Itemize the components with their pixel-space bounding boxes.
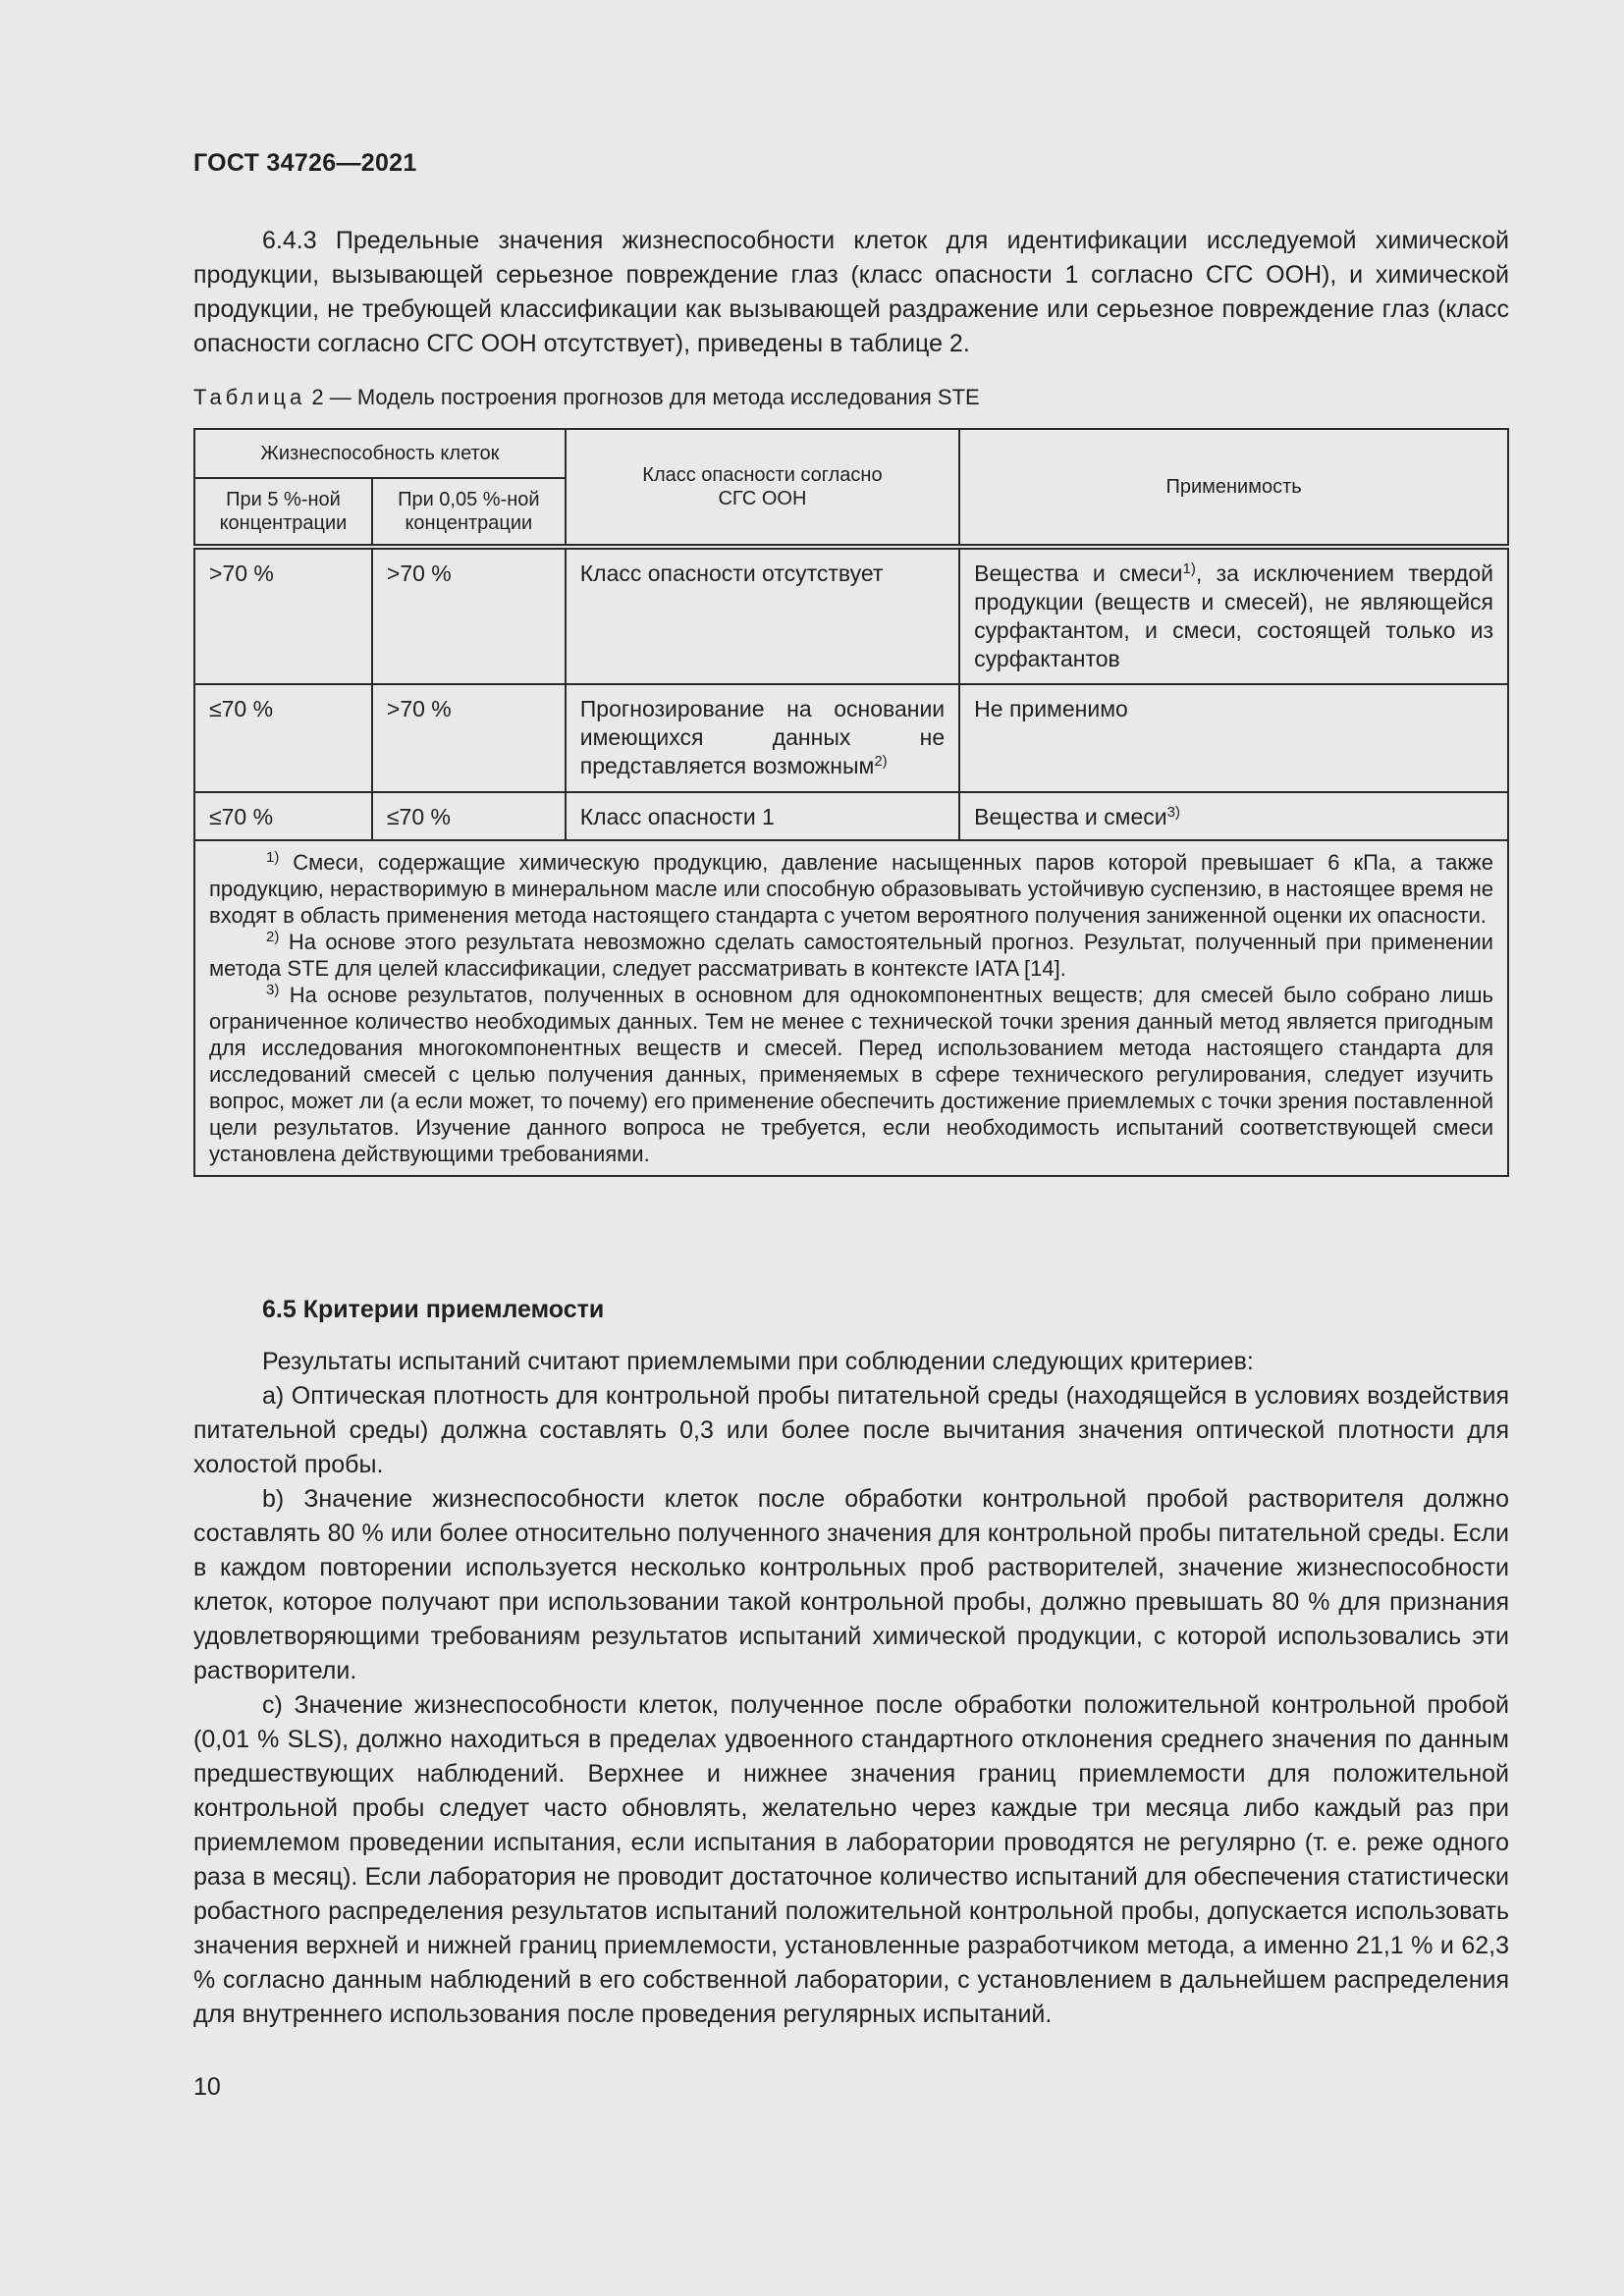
criterion-c: c) Значение жизнеспособности клеток, полученное после обработки положительной контрольной пробой (0,01 % SLS), должно находиться в пределах удвоенного стандартного отклонения среднего значения по данным предшествующих наблюдений. Верхнее и нижнее значения границ приемлемости для положительной контрольной пробы следует часто обновлять, желательно через каждые три месяца либо каждый раз при приемлемом проведении испытания, если испытания в лаборатории проводятся не регулярно (т. е. реже одного раза в месяц). Если лаборатория не проводит достаточное количество испытаний для обеспечения статистически робастного распределения результатов испытаний положительной контрольной пробы, допускается использовать значения верхней и нижней границ приемлемости, установленные разработчиком метода, а именно 21,1 % и 62,3 % согласно данным наблюдений в его собственной лаборатории, с установлением в дальнейшем распределения для внутреннего использования после проведения регулярных испытаний. [193,1691,1509,2028]
footnote-ref-2: 2) [874,753,888,770]
table-row [194,684,1508,792]
section-title-6-5: 6.5 Критерии приемлемости [262,1296,605,1323]
table-caption-text: 2 — Модель построения прогнозов для метода исследования STE [311,385,980,409]
header-cell-005-percent: При 0,05 %-ной концентрации [372,478,566,547]
document-header: ГОСТ 34726—2021 [193,149,417,177]
footnote-1: $^{1)}$ Смеси, содержащие химическую продукцию, давление насыщенных паров которой превышает 6 кПа, а также продукцию, нерастворимую в минеральном масле или способную образовывать устойчивую суспензию, в настоящее время не входят в область применения метода настоящего стандарта с учетом вероятного получения заниженной оценки их опасности. [209,849,1493,928]
cell-row2-col1: ≤70 % [209,696,274,721]
criterion-b: b) Значение жизнеспособности клеток после обработки контрольной пробой растворителя должно составлять 80 % или более относительно полученного значения для контрольной пробы питательной среды. Если в каждом повторении используется несколько контрольных проб растворителей, значение жизнеспособности клеток, которое получают при использовании такой контрольной пробы, должно превышать 80 % для признания удовлетворяющими требованиям результатов испытаний химической продукции, с которой использовались эти растворители. [193,1485,1509,1684]
prediction-model-table [193,428,1509,1177]
cell-row2-col3: Прогнозирование на основании имеющихся данных не представляется возможным$^{2)}$ [579,696,946,778]
cell-row1-col4: Вещества и смеси$^{1)}$, за исключением твердой продукции (веществ и смесей), не являющейся сурфактантом, и смеси, состоящей только из сурфактантов [974,561,1493,671]
table-row [194,547,1508,684]
page-number: 10 [193,2073,221,2101]
cell-row1-col1: >70 % [209,561,274,586]
header-cell-5-percent: При 5 %-ной концентрации [194,478,372,547]
footnote-3: $^{3)}$ На основе результатов, полученных в основном для однокомпонентных веществ; для смесей было собрано лишь ограниченное количество необходимых данных. Тем не менее с технической точки зрения данный метод является пригодным для исследования многокомпонентных веществ и смесей. Перед использованием метода настоящего стандарта для исследований смесей с целью получения данных, применяемых в сфере технического регулирования, следует изучить вопрос, может ли (а если может, то почему) его применение обеспечить достижение приемлемых с точки зрения поставленной цели результатов. Изучение данного вопроса не требуется, если необходимость испытаний соответствующей смеси установлена действующими требованиями. [209,982,1493,1166]
header-cell-viability: Жизнеспособность клеток [194,429,566,478]
criterion-a: a) Оптическая плотность для контрольной пробы питательной среды (находящейся в условиях воздействия питательной среды) должна составлять 0,3 или более после вычитания значения оптической плотности для холостой пробы. [193,1382,1509,1478]
table-footnotes [195,841,1507,1175]
cell-row2-col4: Не применимо [974,696,1128,721]
table-caption [193,385,980,410]
cell-row3-col4: Вещества и смеси$^{3)}$ [974,804,1180,829]
section-lead: Результаты испытаний считают приемлемыми при соблюдении следующих критериев: [262,1348,1254,1375]
cell-row1-col3: Класс опасности отсутствует [579,561,884,586]
section-6-5-body [193,1345,1509,2032]
header-cell-applicability: Применимость [959,429,1508,547]
table-caption-label: Таблица [193,385,306,409]
paragraph-6-4-3: 6.4.3 Предельные значения жизнеспособности клеток для идентификации исследуемой химической продукции, вызывающей серьезное повреждение глаз (класс опасности 1 согласно СГС ООН), и химической продукции, не требующей классификации как вызывающей раздражение или серьезное повреждение глаз (класс опасности согласно СГС ООН отсутствует), приведены в таблице 2. [193,227,1509,357]
cell-row1-col2: >70 % [386,561,452,586]
footnote-ref-3: 3) [1166,804,1180,821]
footnote-ref-1: 1) [1182,561,1196,577]
cell-row3-col2: ≤70 % [386,804,451,829]
cell-row2-col2: >70 % [386,696,452,721]
header-cell-hazard-class: Класс опасности согласно СГС ООН [566,429,959,547]
intro-paragraph [193,224,1509,361]
cell-row3-col1: ≤70 % [209,804,274,829]
table-notes-row [194,840,1508,1176]
table-header-row [194,429,1508,478]
footnote-2: $^{2)}$ На основе этого результата невозможно сделать самостоятельный прогноз. Результат, полученный при применении метода STE для целей классификации, следует рассматривать в контексте IATA [14]. [209,929,1493,981]
table-row [194,792,1508,840]
cell-row3-col3: Класс опасности 1 [579,804,775,829]
